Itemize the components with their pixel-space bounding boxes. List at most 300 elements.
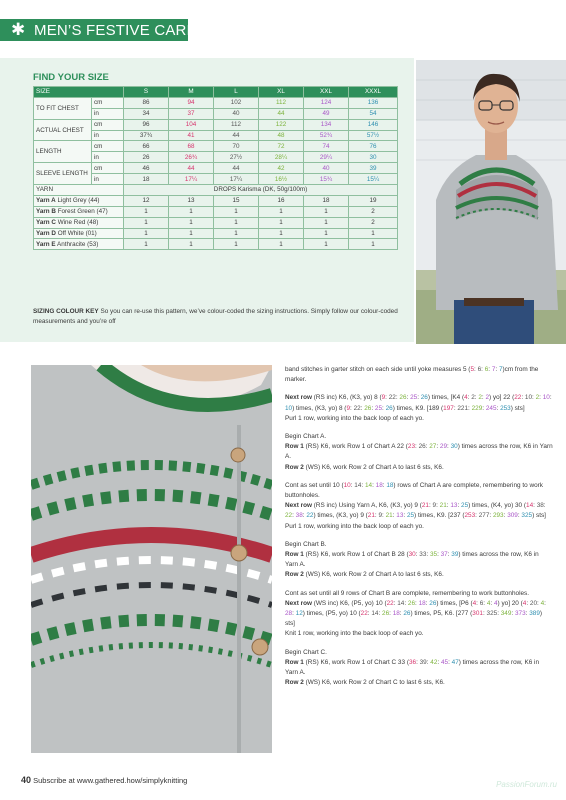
instruction-paragraph [285, 393, 553, 424]
yarn-label [34, 206, 124, 217]
instruction-text: : [482, 404, 486, 412]
yarn-key: Yarn D [36, 230, 56, 238]
instruction-text: 14 [397, 599, 405, 607]
instruction-text: : [425, 599, 430, 607]
instruction-text: (RS) K6, work Row 1 of Chart A 22 ( [303, 443, 408, 451]
value-cell: 44 [214, 130, 259, 141]
value-cell: 134 [304, 119, 349, 130]
yarn-amount-cell: 1 [259, 206, 304, 217]
row-label: Next row [285, 394, 312, 402]
row-label: Row 1 [285, 658, 304, 666]
yarn-amount-cell: 1 [214, 206, 259, 217]
instruction-text: ) times, [K4 ( [427, 394, 465, 402]
instruction-text: 30 [408, 551, 416, 559]
yarn-amount-cell: 1 [124, 228, 169, 239]
instruction-text: ) sts] [285, 610, 543, 628]
instruction-text: : [475, 512, 479, 520]
value-cell: 17¼ [169, 174, 214, 185]
instruction-text: 18 [386, 481, 394, 489]
instruction-text: 23 [407, 443, 415, 451]
instruction-text: 45 [440, 658, 449, 666]
footer [21, 775, 187, 785]
measurement-label: SLEEVE LENGTH [34, 163, 92, 185]
instruction-text: : [403, 512, 407, 520]
size-header-cell: M [169, 87, 214, 98]
measurement-label: ACTUAL CHEST [34, 119, 92, 141]
instruction-text: 10 [524, 394, 533, 402]
yarn-name: Anthracite (53) [57, 240, 99, 248]
instruction-text: : [426, 658, 431, 666]
measurement-row [34, 119, 398, 130]
instruction-text: (RS) K6, work Row 1 of Chart C 33 ( [303, 658, 409, 666]
instruction-text: 7 [491, 366, 496, 373]
value-cell: 124 [304, 97, 349, 108]
pattern-instructions [285, 365, 553, 696]
instruction-text: ) times, (P5, yo) 10 ( [302, 610, 361, 618]
instruction-text: 2 [485, 394, 490, 402]
instruction-text: 26 [382, 610, 390, 618]
size-table [33, 86, 398, 250]
instruction-text: : [447, 551, 452, 559]
instruction-text: 22 [388, 394, 396, 402]
instruction-text: : [482, 610, 487, 618]
instruction-text: 26 [364, 404, 372, 412]
instruction-text: : [526, 599, 530, 607]
unit-cell: cm [92, 163, 124, 174]
instruction-text: 22 [386, 599, 394, 607]
instruction-text: 21 [421, 502, 429, 510]
yarn-amount-cell: 1 [124, 239, 169, 250]
yarn-amount-cell: 1 [259, 228, 304, 239]
instruction-text: 37 [440, 551, 448, 559]
value-cell: 96 [124, 119, 169, 130]
key-title: SIZING COLOUR KEY [33, 308, 99, 315]
yarn-key: Yarn A [36, 197, 56, 205]
instruction-text: : [378, 610, 383, 618]
instruction-text: 22 [514, 394, 522, 402]
instruction-text: : [372, 481, 376, 489]
instruction-text: 6 [484, 366, 489, 373]
yarn-label [34, 195, 124, 206]
model-photo [416, 60, 566, 344]
instruction-text: 2 [471, 394, 475, 402]
instruction-text: : [416, 658, 420, 666]
value-cell: 40 [214, 108, 259, 119]
instruction-text: : [382, 512, 386, 520]
instruction-text: 9 [381, 394, 386, 402]
yarn-name: Light Grey (44) [57, 197, 100, 205]
value-cell: 30 [349, 152, 398, 163]
instruction-text: : [533, 502, 537, 510]
instruction-text: 2 [535, 394, 540, 402]
instruction-text: Purl 1 row, working into the back loop of each yo. [285, 414, 424, 422]
instruction-text: : [302, 512, 307, 520]
instruction-text: Cont as set until 10 ( [285, 481, 344, 489]
value-cell: 52¾ [304, 130, 349, 141]
instruction-text: 389 [529, 610, 540, 618]
instruction-text: 38 [295, 512, 303, 520]
value-cell: 86 [124, 97, 169, 108]
value-cell: 136 [349, 97, 398, 108]
instruction-text: : [436, 443, 440, 451]
yarn-name: Off White (01) [57, 230, 97, 238]
instruction-text: : [415, 443, 419, 451]
instruction-text: : [481, 394, 486, 402]
instruction-text: : [543, 502, 546, 510]
row-label: Next row [285, 502, 312, 510]
instruction-text: Begin Chart A. [285, 433, 327, 441]
instruction-text: Begin Chart B. [285, 540, 327, 548]
instruction-text: 349 [500, 610, 512, 618]
yarn-amount-cell: 1 [304, 228, 349, 239]
instruction-text: : [417, 394, 421, 402]
instruction-text: (WS) K6, work Row 2 of Chart C to last 6 sts, K6. [303, 679, 445, 687]
instruction-text: 221 [457, 404, 469, 412]
instruction-text: 28 [285, 610, 293, 618]
instruction-text: 4 [493, 599, 498, 607]
instruction-text: 21 [439, 502, 447, 510]
instruction-text: (WS) K6, work Row 2 of Chart A to last 6 sts, K6. [303, 571, 444, 579]
yarn-row [34, 217, 398, 228]
instruction-text: 27 [429, 443, 437, 451]
measurement-row [34, 141, 398, 152]
instruction-text: : [374, 512, 379, 520]
value-cell: 44 [259, 108, 304, 119]
instruction-text: 25 [410, 394, 418, 402]
instruction-text: : [503, 512, 508, 520]
instruction-text: : [453, 404, 458, 412]
instruction-text: 38 [536, 502, 544, 510]
unit-cell: in [92, 152, 124, 163]
yarn-amount-cell: 16 [259, 195, 304, 206]
instruction-text: ) yo] 22 ( [489, 394, 515, 402]
instruction-paragraph [285, 540, 553, 581]
instruction-text: 26 [403, 610, 411, 618]
value-cell: 46 [124, 163, 169, 174]
yarn-amount-cell: 1 [259, 239, 304, 250]
instruction-text: 373 [514, 610, 526, 618]
instruction-paragraph [285, 432, 553, 473]
unit-cell: in [92, 130, 124, 141]
instruction-text: 36 [408, 658, 417, 666]
instruction-text: 26 [429, 599, 437, 607]
instruction-text: 22 [306, 512, 314, 520]
value-cell: 26 [124, 152, 169, 163]
measurement-label: LENGTH [34, 141, 92, 163]
instruction-text: ) times, (K3, yo) 8 ( [292, 404, 347, 412]
subscribe-text: Subscribe at www.gathered.how/simplyknitting [33, 776, 188, 785]
instruction-text: : [467, 394, 472, 402]
instruction-text: : [360, 404, 365, 412]
value-cell: 102 [214, 97, 259, 108]
instruction-text: band stitches in garter stitch on each side until yoke measures 5 ( [285, 366, 471, 373]
size-header-cell: XXL [304, 87, 349, 98]
instruction-text: 26 [407, 599, 416, 607]
instruction-text: Purl 1 row, working into the back loop of each yo. [285, 522, 424, 530]
instruction-text: 13 [450, 502, 458, 510]
yarn-amount-cell: 1 [169, 228, 214, 239]
instruction-text: 22 [285, 512, 293, 520]
instruction-text: 14 [364, 481, 373, 489]
instruction-text: 253 [500, 404, 511, 412]
instruction-text: : [525, 610, 530, 618]
value-cell: 70 [214, 141, 259, 152]
instruction-text: : [404, 599, 408, 607]
yarn-type: DROPS Karisma (DK, 50g/100m) [124, 185, 398, 196]
instruction-text: : [521, 394, 525, 402]
instruction-text: : [495, 366, 499, 373]
instruction-text: : [544, 599, 546, 607]
instruction-text: 7 [498, 366, 503, 373]
row-label: Row 1 [285, 443, 304, 451]
instruction-text: : [474, 394, 479, 402]
instruction-text: : [428, 502, 433, 510]
instruction-text: 5 [470, 366, 474, 373]
instruction-text: 4 [464, 394, 468, 402]
unit-cell: in [92, 108, 124, 119]
instruction-text: )cm from the marker. [285, 366, 539, 384]
instruction-text: ) sts] [510, 404, 525, 412]
instruction-text: 9 [378, 512, 383, 520]
instruction-text: : [468, 404, 472, 412]
instruction-text: ) rows of Chart A are complete, remembering to work buttonholes. [285, 481, 543, 500]
instruction-text: 10 [285, 404, 293, 412]
instruction-text: 4 [486, 599, 491, 607]
value-cell: 72 [259, 141, 304, 152]
instruction-text: 20 [529, 599, 537, 607]
size-header-label: SIZE [34, 87, 124, 98]
value-cell: 40 [304, 163, 349, 174]
instruction-paragraph [285, 589, 553, 640]
yarn-amount-cell: 1 [124, 206, 169, 217]
instruction-text: : [476, 599, 480, 607]
instruction-text: ) times, [P6 ( [436, 599, 473, 607]
instruction-text: 18 [392, 610, 400, 618]
value-cell: 28¼ [259, 152, 304, 163]
measurement-row [34, 97, 398, 108]
size-header-cell: XXXL [349, 87, 398, 98]
instruction-text: 253 [464, 512, 476, 520]
instruction-text: 14 [371, 610, 379, 618]
row-label: Row 2 [285, 571, 304, 579]
yarn-label [34, 239, 124, 250]
value-cell: 16½ [259, 174, 304, 185]
instruction-text: 18 [375, 481, 383, 489]
yarn-amount-cell: 2 [349, 217, 398, 228]
instruction-text: : [483, 599, 487, 607]
yarn-amount-cell: 1 [214, 217, 259, 228]
value-cell: 48 [259, 130, 304, 141]
instruction-text: : [415, 599, 419, 607]
size-header-cell: S [124, 87, 169, 98]
instruction-text: (RS inc) Using Yarn A, K6, (K3, yo) 9 ( [312, 502, 422, 510]
instruction-text: 6 [479, 599, 484, 607]
value-cell: 37¾ [124, 130, 169, 141]
value-cell: 112 [259, 97, 304, 108]
yarn-amount-cell: 1 [304, 217, 349, 228]
instruction-text: Cont as set until all 9 rows of Chart B are complete, remembering to work buttonholes. [285, 589, 530, 597]
instruction-text: 309 [507, 512, 518, 520]
instruction-text: ) times, (K3, yo) 9 ( [313, 512, 368, 520]
title-banner [0, 19, 202, 41]
value-cell: 44 [169, 163, 214, 174]
measurement-label: TO FIT CHEST [34, 97, 92, 119]
watermark: PassionForum.ru [496, 780, 557, 789]
unit-cell: cm [92, 119, 124, 130]
instruction-text: 10 [542, 394, 550, 402]
instruction-text: : [517, 512, 522, 520]
instruction-text: : [481, 366, 485, 373]
instruction-text: ) times, (K4, yo) 30 ( [468, 502, 527, 510]
value-cell: 42 [259, 163, 304, 174]
instruction-text: : [292, 610, 296, 618]
instruction-text: : [496, 404, 501, 412]
instruction-text: : [457, 502, 462, 510]
value-cell: 34 [124, 108, 169, 119]
size-section-title: FIND YOUR SIZE [33, 72, 109, 83]
value-cell: 54 [349, 108, 398, 119]
instruction-text: ) times across the row, K6 in Yarn A. [285, 551, 539, 569]
instruction-text: 39 [419, 658, 427, 666]
instruction-text: 9 [346, 404, 351, 412]
instruction-text: : [549, 394, 552, 402]
yarn-amount-cell: 1 [124, 217, 169, 228]
value-cell: 37 [169, 108, 214, 119]
key-text: So you can re-use this pattern, we’ve colour-coded the sizing instructions. Simply follow our colour-coded measurements and you’re off [33, 308, 398, 325]
value-cell: 39 [349, 163, 398, 174]
instruction-text: 301 [472, 610, 483, 618]
instruction-text: (WS) K6, work Row 2 of Chart A to last 6 sts, K6. [303, 463, 444, 471]
instruction-text: 2 [478, 394, 482, 402]
instruction-text: : [367, 610, 372, 618]
instruction-text: 10 [343, 481, 351, 489]
instruction-text: : [382, 404, 386, 412]
instruction-text: : [446, 502, 451, 510]
instruction-text: (WS inc) K6, (P5, yo) 10 ( [312, 599, 387, 607]
value-cell: 104 [169, 119, 214, 130]
instruction-text: : [448, 658, 452, 666]
page-number: 40 [21, 775, 32, 785]
instruction-text: 25 [374, 404, 383, 412]
yarn-label [34, 217, 124, 228]
instruction-text: 26 [385, 404, 393, 412]
instruction-text: : [437, 551, 441, 559]
value-cell: 146 [349, 119, 398, 130]
yarn-amount-cell: 1 [259, 217, 304, 228]
instruction-text: ) times, K9. [237 ( [414, 512, 465, 520]
instruction-text: 6 [477, 366, 482, 373]
instruction-text: : [437, 658, 441, 666]
yarn-amount-cell: 1 [304, 206, 349, 217]
instruction-text: ) times, K9. [189 ( [392, 404, 444, 412]
value-cell: 74 [304, 141, 349, 152]
yarn-amount-cell: 1 [304, 239, 349, 250]
yarn-label [34, 228, 124, 239]
instruction-text: 42 [430, 658, 438, 666]
instruction-text: 47 [451, 658, 459, 666]
instruction-text: : [350, 404, 354, 412]
instruction-text: 29 [439, 443, 448, 451]
instruction-text: : [393, 599, 398, 607]
yarn-amount-cell: 1 [349, 239, 398, 250]
value-cell: 76 [349, 141, 398, 152]
instruction-text: 14 [526, 502, 534, 510]
instruction-text: 21 [367, 512, 375, 520]
instruction-text: 9 [432, 502, 437, 510]
instruction-text: : [406, 394, 411, 402]
instruction-text: : [399, 610, 404, 618]
instruction-text: 4 [540, 599, 545, 607]
yarn-header-label: YARN [34, 185, 124, 196]
value-cell: 27½ [214, 152, 259, 163]
instruction-text: 13 [396, 512, 404, 520]
instruction-text: 35 [429, 551, 438, 559]
instruction-text: 197 [443, 404, 454, 412]
instruction-text: : [395, 394, 400, 402]
value-cell: 94 [169, 97, 214, 108]
yarn-key: Yarn C [36, 219, 56, 227]
instruction-text: (RS) K6, work Row 1 of Chart B 28 ( [303, 551, 409, 559]
instruction-text: ) times across the row, K6 in Yarn A. [285, 443, 553, 461]
yarn-row [34, 195, 398, 206]
value-cell: 68 [169, 141, 214, 152]
instruction-text: 26 [418, 443, 426, 451]
unit-cell: in [92, 174, 124, 185]
instruction-text: 30 [450, 443, 458, 451]
value-cell: 15¾ [304, 174, 349, 185]
instruction-paragraph [285, 648, 553, 689]
instruction-text: 22 [360, 610, 368, 618]
sizing-colour-key [33, 307, 405, 326]
yarn-key: Yarn B [36, 208, 56, 216]
instruction-text: 26 [399, 394, 407, 402]
size-header-row [34, 87, 398, 98]
value-cell: 41 [169, 130, 214, 141]
yarn-name: Forest Green (47) [57, 208, 108, 216]
yarn-amount-cell: 2 [349, 206, 398, 217]
instruction-text: ) sts] [532, 512, 546, 520]
value-cell: 15¼ [349, 174, 398, 185]
instruction-text: 18 [418, 599, 426, 607]
instruction-text: 325 [486, 610, 498, 618]
yarn-amount-cell: 1 [169, 239, 214, 250]
instruction-text: 25 [406, 512, 415, 520]
value-cell: 17¼ [214, 174, 259, 185]
instruction-text: : [489, 512, 493, 520]
instruction-text: 14 [354, 481, 362, 489]
yarn-amount-cell: 1 [169, 217, 214, 228]
instruction-text: 25 [461, 502, 469, 510]
size-header-cell: XL [259, 87, 304, 98]
instruction-text: 4 [522, 599, 527, 607]
instruction-text: Knit 1 row, working into the back loop of each yo. [285, 630, 424, 638]
instruction-paragraph [285, 481, 553, 532]
yarn-header-row [34, 185, 398, 196]
instruction-text: : [415, 551, 420, 559]
measurement-row [34, 163, 398, 174]
yarn-amount-cell: 13 [169, 195, 214, 206]
yarn-row [34, 206, 398, 217]
yarn-key: Yarn E [36, 240, 56, 248]
instruction-text: : [474, 366, 478, 373]
instruction-text: : [385, 394, 389, 402]
instruction-text: : [447, 443, 451, 451]
instruction-text: 229 [471, 404, 483, 412]
instruction-text: 293 [492, 512, 504, 520]
instruction-text: : [539, 394, 543, 402]
yarn-row [34, 239, 398, 250]
instruction-text: : [532, 394, 536, 402]
